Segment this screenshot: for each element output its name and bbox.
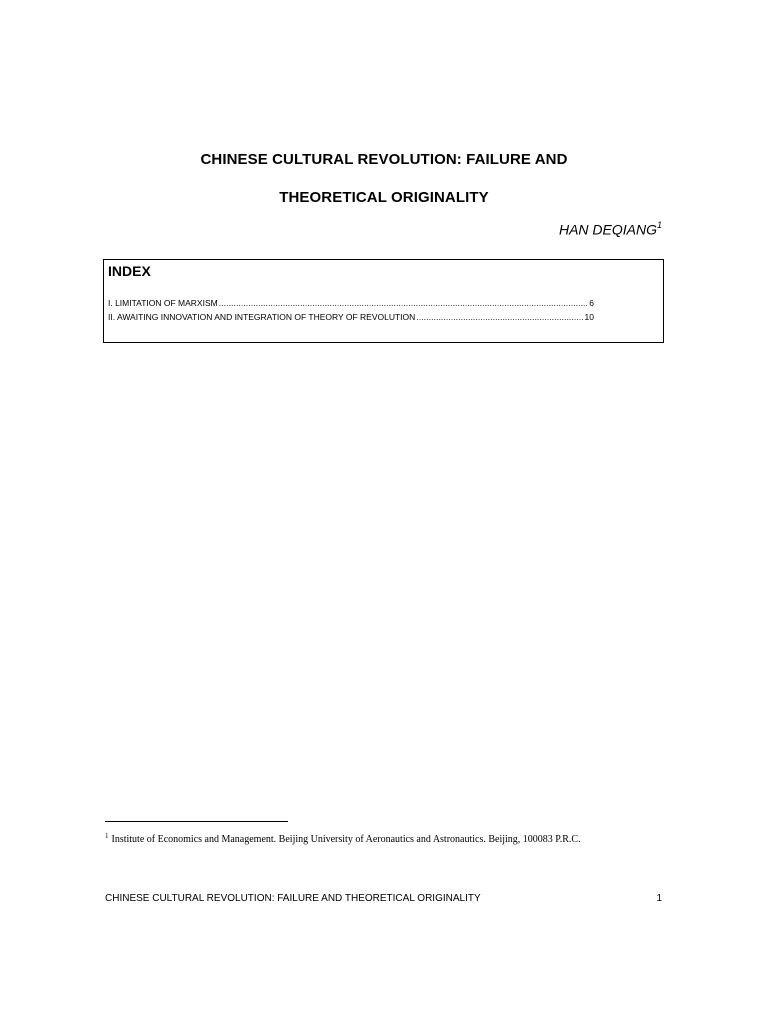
footnote-separator: [105, 821, 288, 822]
index-heading: INDEX: [108, 263, 151, 279]
footnote: [105, 830, 665, 850]
toc-entry-label: II. AWAITING INNOVATION AND INTEGRATION OF THEORY OF REVOLUTION: [108, 312, 416, 322]
footer-page-number: 1: [656, 893, 662, 904]
footnote-number: 1: [105, 832, 109, 840]
toc-entry-label: I. LIMITATION OF MARXISM: [108, 298, 218, 308]
footnote-text: Institute of Economics and Management. Beijing University of Aeronautics and Astronautics. Beijing, 100083 P.R.C.: [111, 834, 581, 845]
toc-leader-dots: [416, 312, 583, 322]
document-title-line-2: THEORETICAL ORIGINALITY: [279, 189, 489, 206]
toc-entry[interactable]: [108, 298, 594, 308]
author-name: [559, 221, 662, 238]
author-name-text: HAN DEQIANG: [558, 221, 657, 238]
toc-entry-page: 10: [584, 312, 594, 322]
toc-leader-dots: [219, 298, 589, 308]
toc-entry[interactable]: [108, 312, 594, 322]
document-title-line-1: CHINESE CULTURAL REVOLUTION: FAILURE AND: [200, 151, 568, 168]
toc-entry-page: 6: [589, 298, 594, 308]
index-box: [103, 259, 664, 343]
footer-running-title: CHINESE CULTURAL REVOLUTION: FAILURE AND THEORETICAL ORIGINALITY: [105, 893, 481, 904]
author-footnote-ref[interactable]: 1: [656, 220, 662, 230]
